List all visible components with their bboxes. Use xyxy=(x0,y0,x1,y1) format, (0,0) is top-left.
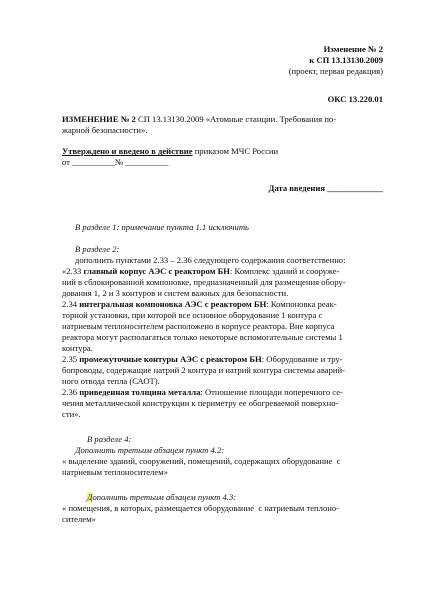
intro-title-start: СП 13.13130.2009 «Атомные станции. Требования по- xyxy=(135,114,337,124)
approval-label: Утверждено и введено в действие xyxy=(62,146,193,156)
clause-2-35-text: : Оборудование и тру- xyxy=(261,354,343,364)
section-4-quote-2-line-1: « помещения, в которых, размещается оборудование с натриевым теплоно- xyxy=(62,503,339,513)
clause-2-35-term: промежуточные контуры АЭС с реактором БН xyxy=(79,354,262,364)
clause-2-34-number: 2.34 xyxy=(62,299,80,309)
clause-2-35-number: 2.35 xyxy=(62,354,80,364)
intro-line-2: жарной безопасности». xyxy=(62,125,148,135)
approval-line-2: от __________№ __________ xyxy=(62,157,169,167)
clause-2-36-line-3: сти». xyxy=(62,409,81,419)
clause-2-35-line-3: ного отвода тепла (САОТ). xyxy=(62,376,160,386)
intro-amendment-label: ИЗМЕНЕНИЕ № 2 xyxy=(62,114,136,124)
draft-note: (проект, первая редакция) xyxy=(288,66,383,76)
clause-2-34-text: : Компоновка реак- xyxy=(266,299,337,309)
clause-2-33-line-1 xyxy=(62,266,339,276)
clause-2-34-term: интегральная компоновка АЭС с реактором БН xyxy=(79,299,267,309)
clause-2-33-number: «2.33 xyxy=(62,266,84,276)
oks-code: ОКС 13.220.01 xyxy=(327,94,383,104)
clause-2-36-number: 2.36 xyxy=(62,387,80,397)
standard-reference: к СП 13.13130.2009 xyxy=(309,55,383,65)
clause-2-35-line-1 xyxy=(62,354,343,364)
clause-2-34-line-3: натриевым теплоносителем расположено в корпусе реактора. Вне корпуса xyxy=(62,321,335,331)
clause-2-34-line-1 xyxy=(62,299,337,309)
change-title: Изменение № 2 xyxy=(323,44,383,54)
clause-2-33-line-2: ний в сблокированной компоновке, предназначенный для размещения обору- xyxy=(62,277,346,287)
section-2-lead: дополнить пунктами 2.33 – 2.36 следующего содержания соответственно: xyxy=(75,255,346,265)
section-4-instruction-2-text: ополнить третьим абзацем пункт 4.3: xyxy=(92,492,237,502)
clause-2-36-line-2: чения металлической конструкции к периметру ее обогреваемой поверхно- xyxy=(62,398,339,408)
clause-2-36-term: приведенная толщина металла xyxy=(79,387,201,397)
section-4-heading: В разделе 4: xyxy=(87,434,132,444)
section-4-quote-1-line-1: « выделение зданий, сооружений, помещений, содержащих оборудование с xyxy=(62,456,341,466)
section-4-instruction-1: Дополнить третьим абзацем пункт 4.2: xyxy=(75,445,225,455)
section-4-quote-1-line-2: натриевым теплоносителем» xyxy=(62,467,168,477)
clause-2-35-line-2: бопроводы, содержащие натрий 2 контура и натрий контура системы аварий- xyxy=(62,365,345,375)
section-2-heading: В разделе 2: xyxy=(75,244,120,254)
clause-2-34-line-2: торной установки, при которой все основное оборудование 1 контура с xyxy=(62,310,323,320)
section-4-quote-2-line-2: сителем» xyxy=(62,514,96,524)
highlighted-letter: Д xyxy=(87,492,93,502)
clause-2-33-term: главный корпус АЭС с реактором БН xyxy=(83,266,230,276)
clause-2-33-line-3: дования 1, 2 и 3 контуров и систем важных для безопасности. xyxy=(62,288,289,298)
section-4-instruction-2 xyxy=(87,492,236,502)
clause-2-34-line-4: реактора могут располагаться только некоторые вспомогательные системы 1 xyxy=(62,332,343,342)
clause-2-33-text: : Комплекс зданий и сооруже- xyxy=(230,266,340,276)
approval-authority: приказом МЧС России xyxy=(192,146,279,156)
effective-date: Дата введения _____________ xyxy=(268,183,383,193)
clause-2-34-line-5: контура. xyxy=(62,343,93,353)
intro-line-1 xyxy=(62,114,336,124)
clause-2-36-line-1 xyxy=(62,387,343,397)
section-1-note: В разделе 1: примечание пункта 1.1 исключить xyxy=(75,222,249,232)
clause-2-36-text: : Отношение площади поперечного се- xyxy=(200,387,343,397)
approval-line-1 xyxy=(62,146,278,156)
